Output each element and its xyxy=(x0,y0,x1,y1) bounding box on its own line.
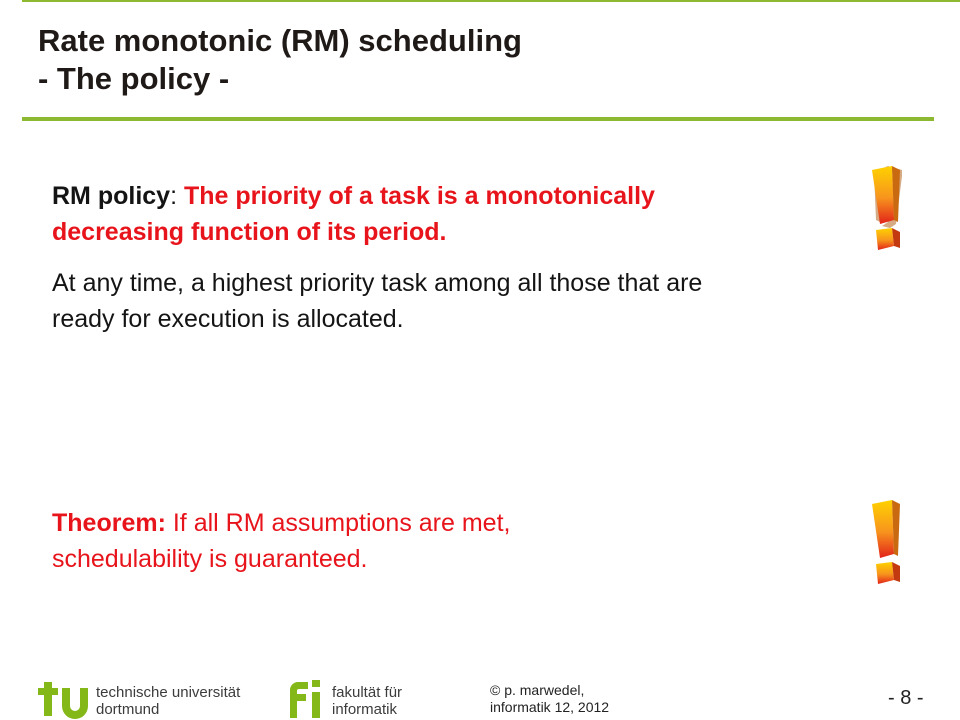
university-name xyxy=(96,684,240,718)
theorem-paragraph xyxy=(52,505,752,577)
allocation-line-2: ready for execution is allocated. xyxy=(52,305,404,333)
author-line-2: informatik 12, 2012 xyxy=(490,699,610,715)
faculty-name xyxy=(332,684,402,718)
allocation-paragraph xyxy=(52,265,912,337)
top-rule xyxy=(22,0,960,2)
theorem-text-line-2: schedulability is guaranteed. xyxy=(52,545,368,573)
university-line-2: dortmund xyxy=(96,701,160,718)
allocation-line-1: At any time, a highest priority task among all those that are xyxy=(52,269,703,297)
title-line-1: Rate monotonic (RM) scheduling xyxy=(38,23,522,58)
tu-logo-icon xyxy=(38,678,92,720)
title-rule xyxy=(22,117,934,121)
policy-statement-line-1: The priority of a task is a monotonically xyxy=(183,182,655,210)
faculty-line-1: fakultät für xyxy=(332,684,403,701)
fi-logo-icon xyxy=(286,678,324,720)
exclamation-mark-icon xyxy=(868,498,908,590)
theorem-text-line-1: If all RM assumptions are met, xyxy=(165,509,511,537)
exclamation-mark-icon xyxy=(868,164,908,256)
title-line-2: - The policy - xyxy=(38,61,230,96)
theorem-label: Theorem: xyxy=(52,509,166,537)
policy-statement-line-2: decreasing function of its period. xyxy=(52,218,447,246)
slide-title xyxy=(38,22,522,98)
faculty-line-2: informatik xyxy=(332,701,398,718)
page-number: - 8 - xyxy=(888,687,924,709)
university-line-1: technische universität xyxy=(96,684,241,701)
policy-label: RM policy xyxy=(52,182,171,210)
author-credit xyxy=(490,682,609,716)
rm-policy-paragraph xyxy=(52,178,852,250)
policy-colon: : xyxy=(170,182,184,210)
author-line-1: © p. marwedel, xyxy=(490,682,585,698)
